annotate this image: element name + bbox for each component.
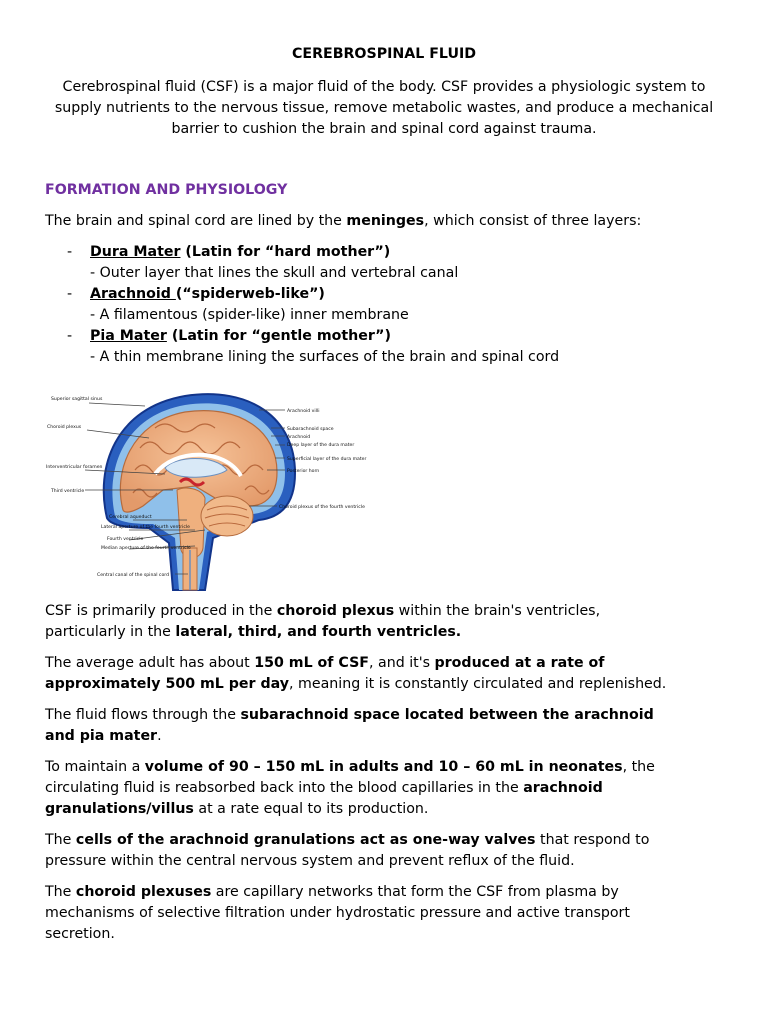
- paragraph-csf-flow: [45, 705, 735, 747]
- text-line: [45, 653, 735, 674]
- text-run: The: [45, 832, 76, 848]
- text-run: , meaning it is constantly circulated and replenished.: [289, 676, 667, 692]
- layer-name: Dura Mater: [90, 244, 181, 260]
- layer-name: Pia Mater: [90, 328, 167, 344]
- brain-diagram-svg: [45, 378, 367, 590]
- text-run: mechanisms of selective filtration under hydrostatic pressure and active transport: [45, 905, 630, 921]
- text-run: To maintain a: [45, 759, 145, 775]
- paragraph-csf-reabsorption: [45, 757, 735, 820]
- bold-text-run: volume of 90 – 150 mL in adults and 10 – 60 mL in neonates: [144, 759, 623, 775]
- bold-text-run: choroid plexus: [276, 603, 395, 619]
- bold-text-run: granulations/villus: [45, 801, 194, 817]
- text-run: at a rate equal to its production.: [193, 801, 429, 817]
- paragraph-arachnoid-valves: [45, 830, 735, 872]
- layer-description: - A filamentous (spider-like) inner membrane: [90, 307, 409, 323]
- label-arachnoid: Arachnoid: [287, 435, 311, 440]
- label-cerebral-aqueduct: Cerebral aqueduct: [109, 515, 152, 520]
- text-run: circulating fluid is reabsorbed back into the blood capillaries in the: [45, 780, 524, 796]
- label-interventricular-foramen: Interventricular foramen: [46, 465, 103, 470]
- label-lateral-aperture: Lateral aperture of the fourth ventricle: [101, 525, 191, 530]
- label-posterior-horn: Posterior horn: [287, 469, 320, 474]
- text-line: [45, 757, 735, 778]
- label-subarachnoid-space: Subarachnoid space: [287, 427, 334, 432]
- meninges-intro-before: The brain and spinal cord are lined by the: [45, 213, 347, 229]
- meninges-intro-after: , which consist of three layers:: [424, 213, 642, 229]
- layer-item-pia-mater: [45, 326, 735, 347]
- label-fourth-ventricle: Fourth ventricle: [107, 537, 144, 542]
- layer-note: (Latin for “gentle mother”): [166, 328, 391, 344]
- bold-text-run: choroid plexuses: [75, 884, 212, 900]
- bold-text-run: produced at a rate of: [434, 655, 605, 671]
- text-run: CSF is primarily produced in the: [45, 603, 277, 619]
- bold-text-run: 150 mL of CSF: [254, 655, 369, 671]
- cerebellum-shape: [201, 496, 253, 536]
- label-superior-sagittal-sinus: Superior sagittal sinus: [51, 397, 103, 402]
- brain-csf-illustration: [45, 378, 367, 590]
- meninges-layer-list: [45, 242, 735, 368]
- list-dash: -: [67, 328, 73, 344]
- section-heading: FORMATION AND PHYSIOLOGY: [45, 182, 288, 198]
- text-line: [45, 851, 735, 872]
- bold-text-run: approximately 500 mL per day: [45, 676, 290, 692]
- meninges-term: meninges: [346, 213, 425, 229]
- text-run: The fluid flows through the: [45, 707, 241, 723]
- text-line: [45, 705, 735, 726]
- text-run: The average adult has about: [45, 655, 255, 671]
- text-run: are capillary networks that form the CSF from plasma by: [211, 884, 619, 900]
- bold-text-run: subarachnoid space located between the arachnoid: [240, 707, 654, 723]
- layer-description: - Outer layer that lines the skull and vertebral canal: [90, 265, 459, 281]
- bold-text-run: arachnoid: [523, 780, 603, 796]
- label-choroid-plexus-fourth: Choroid plexus of the fourth ventricle: [279, 505, 365, 510]
- text-line: [45, 882, 735, 903]
- text-line: [45, 674, 735, 695]
- layer-note: (Latin for “hard mother”): [180, 244, 391, 260]
- text-line: [45, 726, 735, 747]
- layer-note: (“spiderweb-like”): [175, 286, 325, 302]
- text-run: The: [45, 884, 76, 900]
- text-line: [45, 799, 735, 820]
- page-title: CEREBROSPINAL FLUID: [291, 46, 477, 62]
- layer-item-arachnoid: [45, 284, 735, 305]
- text-line: [45, 778, 735, 799]
- text-run: .: [157, 728, 162, 744]
- intro-paragraph: Cerebrospinal fluid (CSF) is a major fluid of the body. CSF provides a physiologic system to supply nutrients to the nervous tissue, remove metabolic wastes, and produce a mechanical barrier to cushion the brain and spinal cord against trauma.: [54, 79, 714, 137]
- label-third-ventricle: Third ventricle: [51, 489, 85, 494]
- label-deep-dura: Deep layer of the dura mater: [287, 443, 355, 448]
- meninges-intro: [45, 211, 735, 232]
- label-choroid-plexus: Choroid plexus: [47, 425, 82, 430]
- label-superficial-dura: Superficial layer of the dura mater: [287, 457, 367, 462]
- text-line: [45, 622, 735, 643]
- layer-item-dura-mater: [45, 242, 735, 263]
- text-line: [45, 830, 735, 851]
- text-run: particularly in the: [45, 624, 176, 640]
- text-run: secretion.: [45, 926, 115, 942]
- label-arachnoid-villi: Arachnoid villi: [287, 409, 320, 414]
- label-median-aperture: Median aperture of the fourth ventricle: [101, 546, 191, 551]
- list-dash: -: [67, 244, 73, 260]
- text-run: , and it's: [369, 655, 435, 671]
- layer-description: - A thin membrane lining the surfaces of the brain and spinal cord: [90, 349, 560, 365]
- text-run: , the: [622, 759, 655, 775]
- text-run: that respond to: [535, 832, 650, 848]
- label-central-canal: Central canal of the spinal cord: [97, 573, 169, 578]
- text-line: [45, 601, 735, 622]
- bold-text-run: cells of the arachnoid granulations act as one-way valves: [75, 832, 536, 848]
- list-dash: -: [67, 286, 73, 302]
- text-line: [45, 924, 735, 945]
- paragraph-csf-production: [45, 601, 735, 643]
- paragraph-choroid-plexuses: [45, 882, 735, 945]
- layer-name: Arachnoid: [90, 286, 176, 302]
- bold-text-run: and pia mater: [45, 728, 158, 744]
- text-run: within the brain's ventricles,: [394, 603, 601, 619]
- paragraph-csf-volume-rate: [45, 653, 735, 695]
- text-run: pressure within the central nervous system and prevent reflux of the fluid.: [45, 853, 575, 869]
- text-line: [45, 903, 735, 924]
- bold-text-run: lateral, third, and fourth ventricles.: [175, 624, 462, 640]
